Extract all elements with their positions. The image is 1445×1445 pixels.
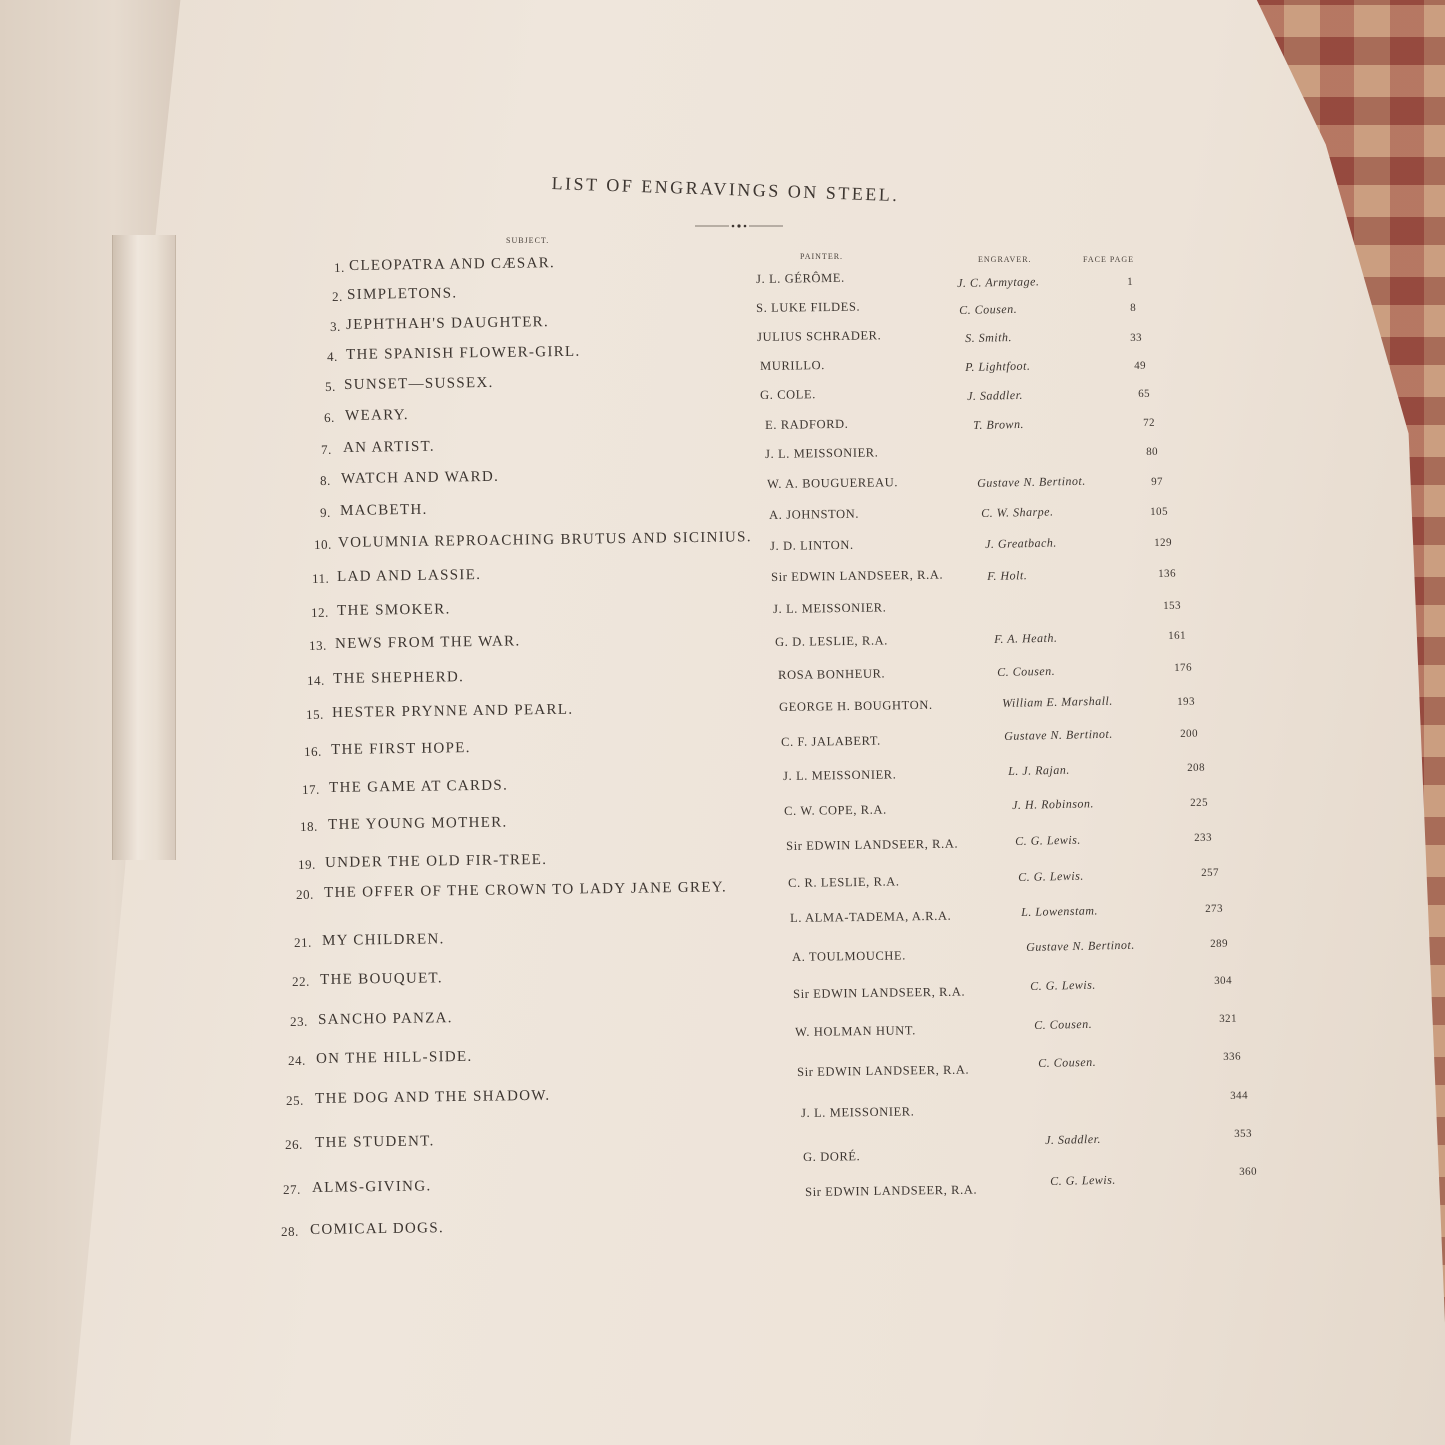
item-painter: MURILLO. [760, 358, 826, 373]
item-painter: J. L. MEISSONIER. [773, 600, 887, 616]
item-face-page: 225 [1190, 796, 1209, 809]
item-painter: C. F. JALABERT. [781, 733, 881, 749]
item-subject: THE OFFER OF THE CROWN TO LADY JANE GREY. [324, 879, 728, 901]
item-face-page: 161 [1168, 629, 1187, 642]
item-engraver: F. Holt. [987, 568, 1028, 583]
item-subject: THE DOG AND THE SHADOW. [315, 1087, 551, 1107]
title-ornament [695, 222, 783, 230]
item-number: 8. [320, 472, 331, 488]
item-face-page: 360 [1239, 1165, 1258, 1178]
item-number: 21. [294, 934, 312, 950]
item-subject: MY CHILDREN. [322, 931, 445, 949]
item-number: 6. [324, 409, 335, 425]
item-number: 14. [307, 672, 325, 688]
item-engraver: F. A. Heath. [994, 630, 1058, 646]
item-face-page: 8 [1130, 301, 1137, 314]
item-number: 1. [334, 259, 345, 275]
item-subject: JEPHTHAH'S DAUGHTER. [346, 314, 550, 333]
item-subject: ON THE HILL-SIDE. [316, 1048, 473, 1067]
item-painter: A. JOHNSTON. [769, 506, 860, 522]
item-painter: Sir EDWIN LANDSEER, R.A. [797, 1062, 970, 1079]
item-engraver: Gustave N. Bertinot. [1004, 726, 1113, 743]
item-subject: THE SHEPHERD. [333, 669, 465, 687]
item-number: 11. [312, 570, 330, 586]
item-engraver: William E. Marshall. [1002, 693, 1113, 710]
item-subject: THE FIRST HOPE. [331, 740, 471, 758]
item-face-page: 200 [1180, 727, 1199, 740]
item-number: 10. [314, 536, 332, 552]
item-painter: S. LUKE FILDES. [756, 299, 861, 315]
item-painter: C. W. COPE, R.A. [784, 802, 887, 818]
item-face-page: 304 [1214, 974, 1233, 987]
item-face-page: 65 [1138, 387, 1151, 400]
item-engraver: C. Cousen. [997, 663, 1056, 679]
item-engraver: J. Saddler. [967, 387, 1024, 403]
item-subject: THE BOUQUET. [320, 970, 444, 988]
item-number: 23. [290, 1013, 308, 1029]
item-subject: ALMS-GIVING. [312, 1178, 432, 1196]
item-engraver: C. G. Lewis. [1015, 832, 1081, 848]
header-engraver: ENGRAVER. [978, 255, 1032, 264]
item-engraver: J. H. Robinson. [1012, 796, 1095, 812]
item-number: 20. [296, 886, 314, 902]
item-engraver: C. Cousen. [1038, 1054, 1097, 1070]
item-painter: W. A. BOUGUEREAU. [767, 475, 899, 491]
item-number: 26. [285, 1136, 303, 1152]
item-painter: W. HOLMAN HUNT. [795, 1023, 916, 1039]
item-subject: NEWS FROM THE WAR. [335, 633, 521, 652]
item-painter: A. TOULMOUCHE. [792, 948, 907, 964]
item-face-page: 336 [1223, 1050, 1242, 1063]
item-painter: J. L. MEISSONIER. [765, 445, 879, 461]
item-face-page: 353 [1234, 1127, 1253, 1140]
item-subject: THE SPANISH FLOWER-GIRL. [346, 343, 581, 363]
item-painter: JULIUS SCHRADER. [757, 328, 882, 344]
item-subject: CLEOPATRA AND CÆSAR. [349, 255, 556, 274]
item-face-page: 49 [1134, 359, 1147, 372]
item-painter: E. RADFORD. [765, 416, 849, 432]
item-number: 5. [325, 378, 336, 394]
item-face-page: 321 [1219, 1012, 1238, 1025]
item-engraver: L. J. Rajan. [1008, 762, 1070, 778]
item-subject: WATCH AND WARD. [341, 468, 500, 487]
item-face-page: 193 [1177, 695, 1196, 708]
header-painter: PAINTER. [800, 252, 844, 261]
item-subject: COMICAL DOGS. [310, 1220, 445, 1238]
item-subject: VOLUMNIA REPROACHING BRUTUS AND SICINIUS. [338, 529, 752, 551]
item-painter: ROSA BONHEUR. [778, 666, 886, 682]
item-number: 17. [302, 781, 320, 797]
item-painter: L. ALMA-TADEMA, A.R.A. [790, 908, 952, 925]
item-painter: J. L. MEISSONIER. [783, 767, 897, 783]
right-page [70, 0, 1445, 1445]
item-face-page: 233 [1194, 831, 1213, 844]
item-face-page: 80 [1146, 445, 1159, 458]
item-engraver: Gustave N. Bertinot. [1026, 937, 1135, 954]
item-painter: J. L. GÉRÔME. [756, 270, 845, 286]
item-number: 12. [311, 604, 329, 620]
item-painter: Sir EDWIN LANDSEER, R.A. [793, 984, 966, 1001]
item-face-page: 176 [1174, 661, 1193, 674]
item-subject: WEARY. [345, 407, 409, 424]
item-engraver: J. C. Armytage. [957, 274, 1040, 290]
item-face-page: 257 [1201, 866, 1220, 879]
item-number: 7. [321, 441, 332, 457]
item-engraver: C. G. Lewis. [1050, 1172, 1116, 1188]
item-number: 22. [292, 973, 310, 989]
book-spine [112, 235, 176, 860]
item-subject: SIMPLETONS. [347, 285, 458, 303]
item-face-page: 344 [1230, 1089, 1249, 1102]
item-painter: J. D. LINTON. [770, 537, 854, 553]
item-number: 25. [286, 1092, 304, 1108]
item-number: 9. [320, 504, 331, 520]
item-number: 19. [298, 856, 316, 872]
item-engraver: P. Lightfoot. [965, 358, 1031, 374]
item-painter: C. R. LESLIE, R.A. [788, 874, 900, 890]
item-face-page: 33 [1130, 331, 1143, 344]
item-number: 2. [332, 288, 343, 304]
item-number: 24. [288, 1052, 306, 1068]
item-subject: LAD AND LASSIE. [337, 566, 482, 585]
item-engraver: T. Brown. [973, 416, 1025, 432]
item-face-page: 105 [1150, 505, 1169, 518]
item-face-page: 273 [1205, 902, 1224, 915]
item-subject: THE SMOKER. [337, 601, 451, 619]
item-painter: J. L. MEISSONIER. [801, 1104, 915, 1120]
item-subject: AN ARTIST. [343, 438, 436, 456]
item-number: 16. [304, 743, 322, 759]
item-engraver: C. Cousen. [959, 301, 1018, 317]
item-face-page: 289 [1210, 937, 1229, 950]
item-subject: THE GAME AT CARDS. [329, 777, 509, 796]
item-subject: SANCHO PANZA. [318, 1010, 453, 1028]
header-subject: SUBJECT. [506, 236, 550, 245]
item-number: 28. [281, 1223, 299, 1239]
item-number: 13. [309, 637, 327, 653]
item-engraver: S. Smith. [965, 330, 1013, 345]
item-face-page: 208 [1187, 761, 1206, 774]
item-painter: GEORGE H. BOUGHTON. [779, 697, 933, 714]
item-engraver: L. Lowenstam. [1021, 903, 1099, 919]
item-face-page: 1 [1127, 275, 1134, 288]
item-number: 4. [327, 348, 338, 364]
item-subject: SUNSET—SUSSEX. [344, 374, 494, 393]
item-number: 27. [283, 1181, 301, 1197]
item-engraver: Gustave N. Bertinot. [977, 473, 1086, 490]
item-painter: G. DORÉ. [803, 1149, 861, 1164]
item-subject: THE STUDENT. [315, 1133, 435, 1151]
item-number: 3. [330, 318, 341, 334]
item-face-page: 136 [1158, 567, 1177, 580]
item-painter: G. COLE. [760, 387, 817, 402]
item-engraver: J. Saddler. [1045, 1131, 1102, 1147]
item-face-page: 129 [1154, 536, 1173, 549]
item-engraver: J. Greatbach. [985, 535, 1057, 551]
item-subject: THE YOUNG MOTHER. [328, 814, 508, 833]
item-subject: MACBETH. [340, 501, 428, 519]
item-number: 15. [306, 706, 324, 722]
item-engraver: C. Cousen. [1034, 1016, 1093, 1032]
item-painter: Sir EDWIN LANDSEER, R.A. [786, 836, 959, 853]
item-engraver: C. G. Lewis. [1018, 868, 1084, 884]
item-face-page: 72 [1143, 416, 1156, 429]
header-face-page: FACE PAGE [1083, 255, 1135, 264]
item-painter: Sir EDWIN LANDSEER, R.A. [805, 1182, 978, 1199]
item-subject: UNDER THE OLD FIR-TREE. [325, 851, 548, 871]
item-face-page: 97 [1151, 475, 1164, 488]
page-title: LIST OF ENGRAVINGS ON STEEL. [551, 173, 900, 206]
item-painter: G. D. LESLIE, R.A. [775, 633, 889, 649]
item-number: 18. [300, 818, 318, 834]
item-engraver: C. G. Lewis. [1030, 977, 1096, 993]
item-painter: Sir EDWIN LANDSEER, R.A. [771, 567, 944, 584]
item-face-page: 153 [1163, 599, 1182, 612]
item-engraver: C. W. Sharpe. [981, 504, 1054, 520]
item-subject: HESTER PRYNNE AND PEARL. [332, 701, 574, 721]
